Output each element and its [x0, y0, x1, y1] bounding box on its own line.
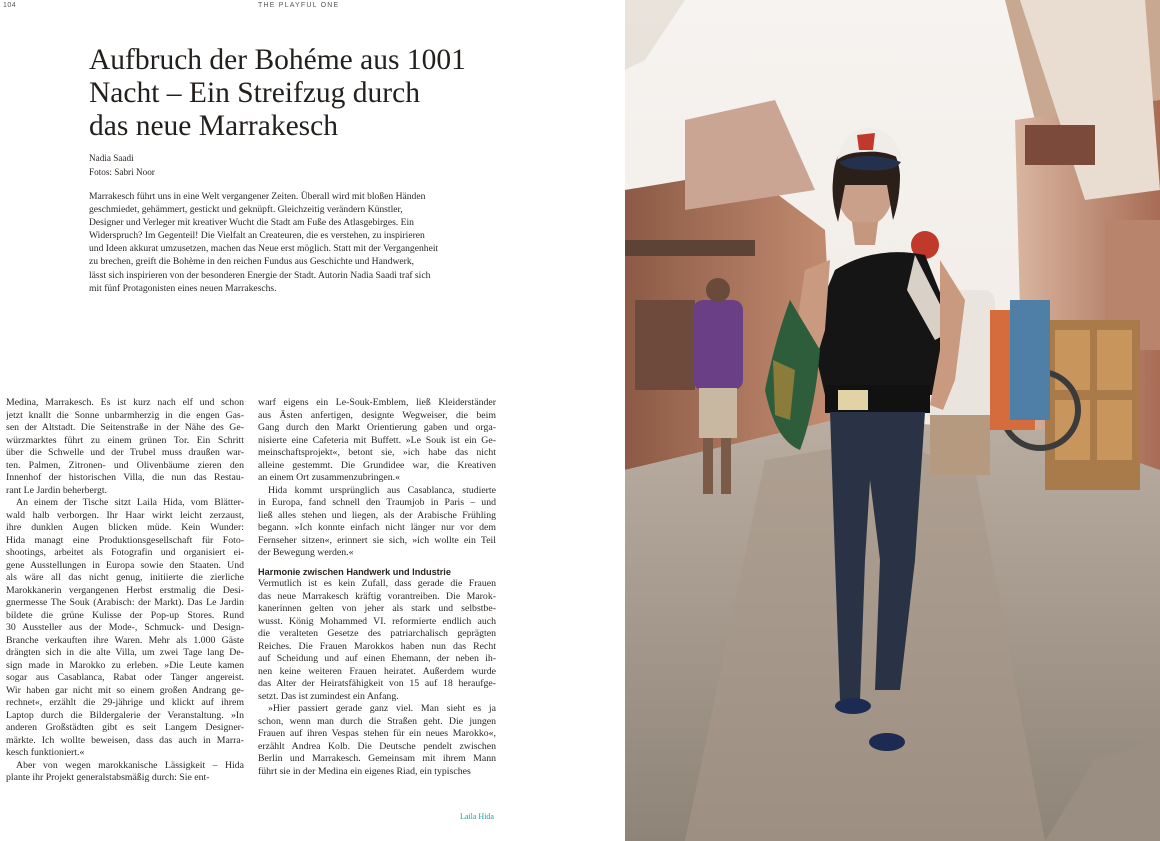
body-text-line: An einem der Tische sitzt Laila Hida, vom Blätter-	[16, 497, 244, 508]
intro-line: und Ideen akkurat umzusetzen, machen das Neue erst möglich. Statt mit der Vergangenheit	[89, 243, 439, 255]
intro-line: lässt sich inspirieren von der besonderen Energie der Stadt. Autorin Nadia Saadi traf sich	[89, 269, 431, 281]
body-text-line: aus Ästen anfertigen, designte Wegweiser, die beim	[258, 409, 496, 421]
body-text-line: kesch funktioniert.«	[6, 747, 85, 758]
body-text-line: drängten sich in die alte Villa, um zwei Tage lang De-	[6, 647, 244, 658]
body-text-line: die veralteten Gesetze des patriarchalisch geprägten	[258, 628, 496, 639]
body-text-line: Berlin und Marrakesch. Gemeinsam mit ihrem Mann	[258, 753, 496, 764]
body-text-line: »Hier passiert gerade ganz viel. Man sieht es ja	[268, 703, 496, 714]
intro-line: zu brechen, greift die Bohème in den reichen Fundus aus Geschichte und Handwerk,	[89, 256, 415, 268]
body-text-line: setzt. Das ist zumindest ein Anfang.	[258, 690, 399, 702]
body-text-line: der Bewegung werden.«	[258, 547, 354, 558]
body-text-line: sign made in Marokko zu erleben. »Die Leute kamen	[6, 659, 244, 671]
body-text-line: alleine gestemmt. Die Grundidee war, die Kreativen	[258, 459, 496, 471]
body-text-line: über die Schwelle und der Trubel muss draußen war-	[6, 447, 244, 458]
body-text-line: nisierte eine Cafeteria mit Buffett. »Le Souk ist ein Ge-	[258, 434, 496, 446]
body-text-line: begann. »Ich konnte einfach nicht länger nur vor dem	[258, 522, 496, 533]
body-text-line: gene Ausstellungen in Europa sowie den Staaten. Und	[6, 559, 244, 571]
body-column-left	[6, 397, 244, 785]
body-text-line: Gang durch den Markt Orientierung gaben und orga-	[258, 422, 496, 433]
body-text-line: jetzt knallt die Sonne unbarmherzig in die engen Gas-	[6, 409, 244, 421]
body-text-line: würzmarktes führt zu einem grünen Tor. Ein Schritt	[6, 434, 244, 446]
body-text-line: Reiches. Die Frauen Marokkos haben nun das Recht	[258, 640, 496, 652]
body-text-line: bildete die grüne Kulisse der Pop-up Stores. Rund	[6, 609, 244, 621]
intro-line: Marrakesch führt uns in eine Welt vergangener Zeiten. Überall wird mit bloßen Händen	[89, 191, 426, 202]
author: Nadia Saadi	[89, 153, 134, 163]
article-headline	[89, 44, 529, 143]
body-text-line: Branche verkauften ihre Waren. Mehr als 1.000 Gäste	[6, 634, 244, 646]
body-column-right	[258, 397, 496, 778]
body-text-line: Vermutlich ist es kein Zufall, dass gerade die Frauen	[258, 578, 496, 589]
photo-credit: Fotos: Sabri Noor	[89, 166, 155, 177]
body-text-line: Innenhof der historischen Villa, die nun das Restau-	[6, 472, 244, 483]
street-scene-illustration	[625, 0, 1160, 841]
body-text-line: ihre dunklen Augen blicken müde. Kein Wunder:	[6, 522, 244, 533]
body-text-line: sogar aus Casablanca, Rabat oder Tanger angereist.	[6, 672, 244, 683]
intro-line: mit fünf Protagonisten eines neuen Marrakeschs.	[89, 282, 277, 294]
body-text-line: gnermesse The Souk (Arabisch: der Markt). Das Le Jardin	[6, 597, 244, 608]
body-text-line: Hida kommt ursprünglich aus Casablanca, studierte	[268, 484, 496, 496]
body-text-line: ten. Palmen, Zitronen- und Olivenbäume zieren den	[6, 459, 244, 471]
body-text-line: Medina, Marrakesch. Es ist kurz nach elf und schon	[6, 397, 244, 408]
body-text-line: nen keine weiteren Frauen heiratet. Außerdem wurde	[258, 665, 496, 677]
body-text-line: anderen Großstädten gibt es seit Langem Designer-	[6, 722, 244, 733]
photo-caption: Laila Hida	[460, 812, 494, 821]
body-text-line: führt sie in der Medina ein eigenes Riad, ein typisches	[258, 765, 471, 777]
body-text-line: shootings, arbeitet als Fotografin und organisiert ei-	[6, 547, 244, 558]
intro-line: geschmiedet, gehämmert, gestickt und geknüpft. Gleichzeitig verändern Künstler,	[89, 204, 403, 216]
page-number: 104	[3, 2, 17, 9]
body-text-line: schon, wenn man durch die Straßen geht. Die jungen	[258, 715, 496, 727]
body-text-line: das neue Marrakesch kräftig vorantreiben. Die Marok-	[258, 590, 496, 602]
intro-line: Designer und Verleger mit kreativer Wucht die Stadt am Fuße des Atlasgebirges. Ein	[89, 217, 414, 229]
body-text-line: rant Le Jardin beherbergt.	[6, 484, 108, 496]
body-text-line: warf eigens ein Le-Souk-Emblem, ließ Kleiderständer	[258, 397, 496, 408]
headline-line: Aufbruch der Bohéme aus 1001	[89, 44, 466, 76]
body-text-line: wald halb verborgen. Ihr Haar wirkt leicht zerzaust,	[6, 509, 244, 521]
body-text-line: Marokkanerin vergangenen Herbst erstmalig die Desi-	[6, 584, 244, 596]
body-text-line: 30 Aussteller aus der Mode-, Schmuck- und Design-	[6, 622, 244, 633]
running-head: THE PLAYFUL ONE	[258, 2, 340, 9]
body-text-line: erzählt Andrea Kolb. Die Deutsche pendelt zwischen	[258, 740, 496, 752]
body-text-line: auf Scheidung und auf einen Ehemann, der neben ih-	[258, 653, 496, 664]
body-text-line: Fernseher sitzen«, erinnert sie sich, »ich wollte ein Teil	[258, 534, 496, 546]
body-text-line: Frauen auf ihren Vespas stehen für ein neues Marokko«,	[258, 728, 496, 739]
body-text-line: wusst. König Mohammed VI. reformierte endlich auch	[258, 615, 496, 627]
body-text-line: ließ alles stehen und liegen, als der Arabische Frühling	[258, 509, 496, 521]
body-text-line: plante ihr Projekt generalstabsmäßig durch: Sie ent-	[6, 772, 210, 783]
byline	[89, 152, 155, 179]
body-text-line: meinschaftsprojekt«, betont sie, »ich habe das nicht	[258, 447, 496, 458]
body-text-line: Hida managt eine Produktionsgesellschaft für Foto-	[6, 534, 244, 546]
headline-line: das neue Marrakesch	[89, 110, 338, 142]
body-text-line: Wir haben gar nicht mit so einem großen Andrang ge-	[6, 684, 244, 696]
body-text-line: märkte. Ich wollte beweisen, dass das auch in Marra-	[6, 734, 244, 746]
body-text-line: rechnet«, erzählt die 29-jährige und klickt auf ihrem	[6, 697, 244, 708]
body-text-line: in Europa, fand schnell den Traumjob in Paris – und	[258, 497, 496, 508]
intro-paragraph	[89, 190, 509, 295]
body-text-line: Aber von wegen marokkanische Lässigkeit – Hida	[16, 759, 244, 771]
body-text-line: das Alter der Heiratsfähigkeit von 15 auf 18 heraufge-	[258, 678, 496, 689]
headline-line: Nacht – Ein Streifzug durch	[89, 77, 420, 109]
portrait-photo	[625, 0, 1160, 841]
body-text-line: an einem Ort zusammenzubringen.«	[258, 472, 401, 483]
section-subhead: Harmonie zwischen Handwerk und Industrie	[258, 566, 451, 577]
body-text-line: kanerinnen gelten von jeher als stark und selbstbe-	[258, 603, 496, 614]
body-text-line: als wäre all das nicht genug, initiierte die zierliche	[6, 572, 244, 583]
body-text-line: sen der Altstadt. Die Seitenstraße in der Nähe des Ge-	[6, 422, 244, 433]
intro-line: Widerspruch? Im Gegenteil! Die Vielfalt an Createuren, die es verstehen, zu inspirieren	[89, 230, 425, 242]
body-text-line: Laptop durch die Bildergalerie der Veranstaltung. »In	[6, 709, 244, 721]
